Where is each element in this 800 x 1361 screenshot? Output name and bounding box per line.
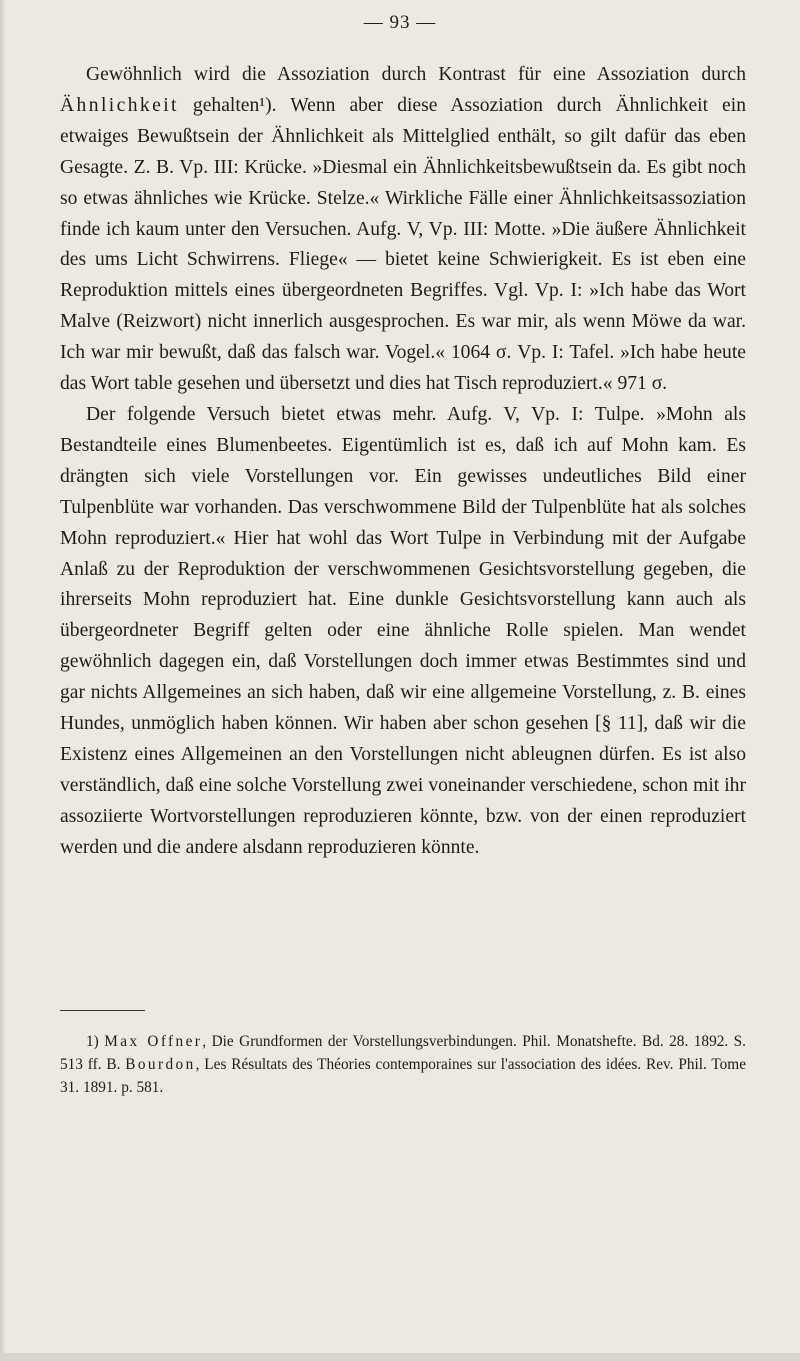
page-number: — 93 — (363, 12, 437, 33)
paragraph-1-start: Gewöhnlich wird die Assoziation durch Kontrast für eine Assoziation durch (86, 64, 746, 85)
emphasized-term: Ähnlichkeit (60, 94, 179, 116)
page-edge-shadow (0, 0, 6, 1361)
footnote-divider (60, 1010, 145, 1011)
footnote-citation-2: , Les Résultats des Théories contemporaines sur l'association des idées. Rev. Phil. Tome 31. 1891. p. 581. (60, 1056, 746, 1096)
footnote-author-1: Max Offner (104, 1033, 203, 1050)
paragraph-1-rest: gehalten¹). Wenn aber diese Assoziation durch Ähnlichkeit ein etwaiges Bewußtsein der Ähnlichkeit als Mittelglied enthält, so gilt dafür das eben Gesagte. Z. B. Vp. III: Krücke. »Diesmal ein Ähnlichkeitsbewußtsein da. Es gibt noch so etwas ähnliches wie Krücke. Stelze.« Wirkliche Fälle einer Ähnlichkeitsassoziation finde ich kaum unter den Versuchen. Aufg. V, Vp. III: Motte. »Die äußere Ähnlichkeit des ums Licht Schwirrens. Fliege« — bietet keine Schwierigkeit. Es ist eben eine Reproduktion mittels eines übergeordneten Begriffes. Vgl. Vp. I: »Ich habe das Wort Malve (Reizwort) nicht innerlich ausgesprochen. Es war mir, als wenn Möwe da war. Ich war mir bewußt, daß das falsch war. Vogel.« 1064 σ. Vp. I: Tafel. »Ich habe heute das Wort table gesehen und übersetzt und dies hat Tisch reproduziert.« 971 σ. (60, 94, 746, 395)
page-bottom-edge (0, 1353, 800, 1361)
footnote-marker: 1) (86, 1033, 99, 1050)
main-text (60, 60, 746, 864)
footnote (60, 1030, 746, 1099)
footnote-citation-1: , Die Grundformen der Vorstellungsverbindungen. Phil. Monatshefte. Bd. 28. 1892. S. 513 ff. B. (60, 1033, 747, 1073)
footnote-author-2: Bourdon (125, 1056, 196, 1073)
paragraph-1 (60, 60, 746, 400)
paragraph-2: Der folgende Versuch bietet etwas mehr. Aufg. V, Vp. I: Tulpe. »Mohn als Bestandteile eines Blumenbeetes. Eigentümlich ist es, daß ich auf Mohn kam. Es drängten sich viele Vorstellungen vor. Ein gewisses undeutliches Bild einer Tulpenblüte war vorhanden. Das verschwommene Bild der Tulpenblüte hat als solches Mohn reproduziert.« Hier hat wohl das Wort Tulpe in Verbindung mit der Aufgabe Anlaß zu der Reproduktion der verschwommenen Gesichtsvorstellung gegeben, die ihrerseits Mohn reproduziert hat. Eine dunkle Gesichtsvorstellung kann auch als übergeordneter Begriff gelten oder eine ähnliche Rolle spielen. Man wendet gewöhnlich dagegen ein, daß Vorstellungen doch immer etwas Bestimmtes sind und gar nichts Allgemeines an sich haben, daß wir eine allgemeine Vorstellung, z. B. eines Hundes, unmöglich haben können. Wir haben aber schon gesehen [§ 11], daß wir die Existenz eines Allgemeinen an den Vorstellungen nicht ableugnen dürfen. Es ist also verständlich, daß eine solche Vorstellung zwei voneinander verschiedene, schon mit ihr assoziierte Wortvorstellungen reproduzieren könnte, bzw. von der einen reproduziert werden und die andere alsdann reproduzieren könnte. (60, 403, 746, 858)
